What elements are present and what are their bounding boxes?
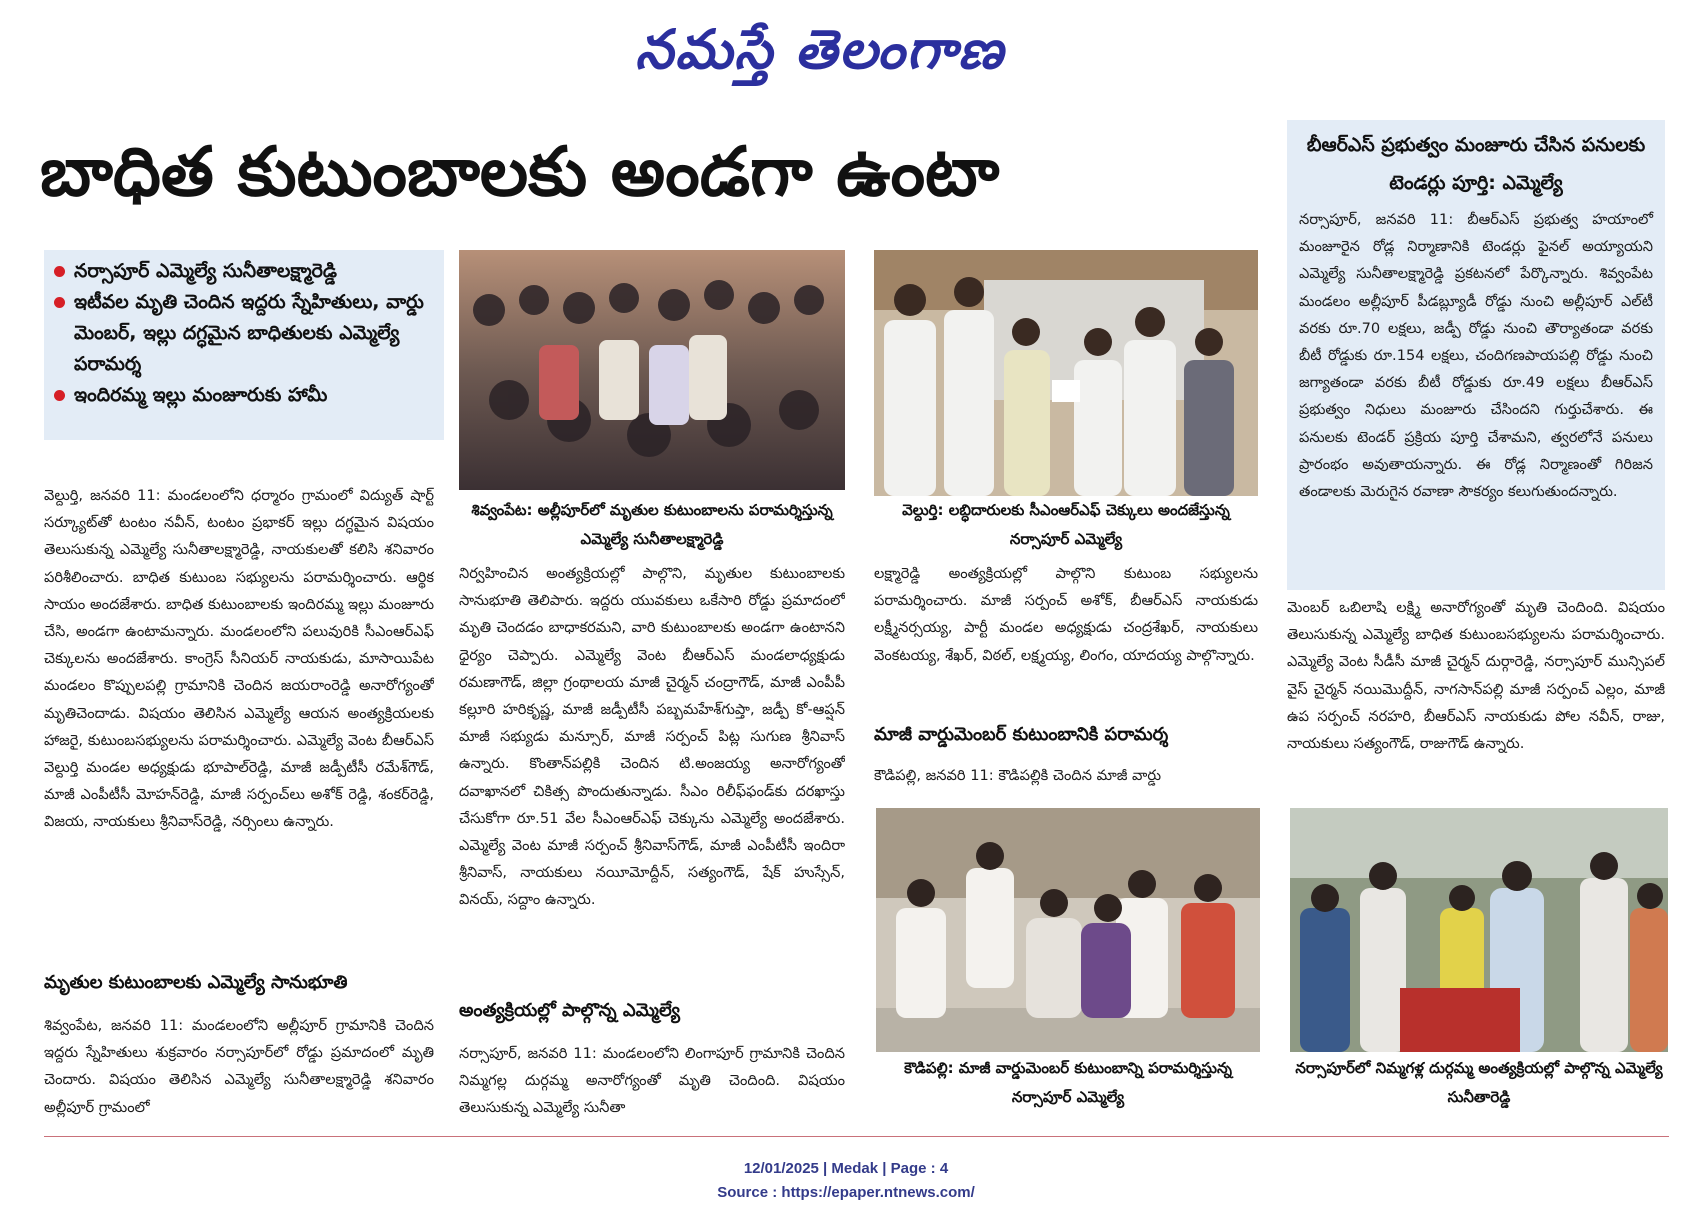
news-photo: [876, 808, 1260, 1052]
article-column-1: [44, 482, 434, 964]
subhead-ward-member: మాజీ వార్డుమెంబర్ కుటుంబానికి పరామర్శ: [874, 724, 1169, 745]
article-text: వెల్దుర్తి, జనవరి 11: మండలంలోని ధర్మారం గ్రామంలో విద్యుత్ షార్ట్ సర్క్యూట్‌తో టంటం నవీన్, టంటం ప్రభాకర్ ఇల్లు దగ్ధమైన విషయం తెలుసుకున్న ఎమ్మెల్యే సునీతాలక్ష్మారెడ్డి, నాయకులతో కలిసి శనివారం పరిశీలించారు. బాధిత కుటుంబ సభ్యులను పరామర్శించారు. ఆర్థిక సాయం అందజేశారు. బాధిత కుటుంబాలకు ఇందిరమ్మ ఇల్లు మంజూరు చేసి, అండగా ఉంటామన్నారు. మండలంలోని పలువురికి సీఎంఆర్ఎఫ్ చెక్కులను అందజేశారు. కాంగ్రెస్ సీనియర్ నాయకుడు, మాసాయిపేట మండలం కొప్పులపల్లి గ్రామానికి చెందిన జయరాంరెడ్డి అనారోగ్యంతో మృతిచెందాడు. విషయం తెలిసిన ఎమ్మెల్యే ఆయన అంత్యక్రియలకు హాజరై, కుటుంబసభ్యులను పరామర్శించారు. ఎమ్మెల్యే వెంట బీఆర్ఎస్ వెల్దుర్తి మండల అధ్యక్షుడు భూపాల్‌రెడ్డి, మాజీ జడ్పీటీసీ రమేశ్‌గౌడ్, మాజీ ఎంపీటీసీ మోహన్‌రెడ్డి, మాజీ సర్పంచ్‌లు అశోక్ రెడ్డి, శంకర్‌రెడ్డి, విజయ, నాయకులు శ్రీనివాస్‌రెడ్డి, నర్సింలు ఉన్నారు.: [44, 487, 434, 831]
sidebar-article-box: [1287, 120, 1665, 590]
bullet-icon: [54, 297, 65, 308]
photo-caption: వెల్దుర్తి: లబ్ధిదారులకు సీఎంఆర్ఎఫ్ చెక్కులు అందజేస్తున్న నర్సాపూర్ ఎమ్మెల్యే: [902, 501, 1230, 548]
news-photo: [459, 250, 845, 490]
highlight-item: ఇటీవల మృతి చెందిన ఇద్దరు స్నేహితులు, వార్డు మెంబర్, ఇల్లు దగ్ధమైన బాధితులకు ఎమ్మెల్యే పరామర్శ: [52, 287, 436, 380]
article-column-3b: [874, 762, 1258, 792]
article-text: శివ్వంపేట, జనవరి 11: మండలంలోని అల్లీపూర్ గ్రామానికి చెందిన ఇద్దరు స్నేహితులు శుక్రవారం నర్సాపూర్‌లో రోడ్డు ప్రమాదంలో మృతి చెందారు. విషయం తెలిసిన ఎమ్మెల్యే సునీతాలక్ష్మారెడ్డి శనివారం అల్లీపూర్ గ్రామంలో: [44, 1017, 434, 1116]
article-column-4: [1287, 594, 1665, 794]
highlight-item: ఇందిరమ్మ ఇల్లు మంజూరుకు హామీ: [52, 380, 436, 411]
article-text: నర్సాపూర్, జనవరి 11: మండలంలోని లింగాపూర్ గ్రామానికి చెందిన నిమ్మగల్ల దుర్గమ్మ అనారోగ్యంతో మృతి చెందింది. విషయం తెలుసుకున్న ఎమ్మెల్యే సునీతా: [459, 1045, 845, 1117]
photo-caption: నర్సాపూర్‌లో నిమ్మగళ్ల దుర్గమ్మ అంత్యక్రియల్లో పాల్గొన్న ఎమ్మెల్యే సునీతారెడ్డి: [1295, 1059, 1663, 1106]
footer-date-edition: 12/01/2025 | Medak | Page : 4: [743, 1160, 949, 1177]
article-column-1b: [44, 1012, 434, 1124]
news-photo: [874, 250, 1258, 496]
subhead-condolence: మృతుల కుటుంబాలకు ఎమ్మెల్యే సానుభూతి: [44, 972, 348, 993]
article-column-2: [459, 560, 845, 970]
highlight-item: నర్సాపూర్ ఎమ్మెల్యే సునీతాలక్ష్మారెడ్డి: [52, 256, 436, 287]
sidebar-text: నర్సాపూర్, జనవరి 11: బీఆర్ఎస్ ప్రభుత్వ హయాంలో మంజూరైన రోడ్ల నిర్మాణానికి టెండర్లు ఫైనల్ అయ్యాయని ఎమ్మెల్యే సునీతాలక్ష్మారెడ్డి ప్రకటనలో పేర్కొన్నారు. శివ్వంపేట మండలం అల్లీపూర్ పీడబ్ల్యూడీ రోడ్డు నుంచి అల్లీపూర్ ఎల్‌టీ వరకు రూ.70 లక్షలు, జడ్పీ రోడ్డు నుంచి తౌర్యాతండా వరకు బీటీ రోడ్డుకు రూ.154 లక్షలు, చందిగణపాయపల్లి రోడ్డు నుంచి జగ్యాతండా వరకు బీటీ రోడ్డుకు రూ.49 లక్షలు బీఆర్ఎస్ ప్రభుత్వం నిధులు మంజూరు చేసిందని గుర్తుచేశారు. ఈ పనులకు టెండర్ ప్రక్రియ పూర్తి చేశామని, త్వరలోనే పనులు ప్రారంభం అవుతాయన్నారు. ఈ రోడ్ల నిర్మాణంతో గిరిజన తండాలకు మెరుగైన రవాణా సౌకర్యం కలుగుతుందన్నారు.: [1299, 211, 1653, 501]
photo-ward-member-visit: [876, 808, 1260, 1052]
photo-caption: శివ్వంపేట: అల్లీపూర్‌లో మృతుల కుటుంబాలను పరామర్శిస్తున్న ఎమ్మెల్యే సునీతాలక్ష్మారెడ్డి: [471, 501, 833, 548]
article-column-2b: [459, 1040, 845, 1124]
photo-cheque-distribution: [874, 250, 1258, 496]
footer-source-link[interactable]: Source : https://epaper.ntnews.com/: [717, 1184, 975, 1201]
news-photo: [1290, 808, 1668, 1052]
highlights-box: [44, 250, 444, 440]
article-text: మెంబర్ ఒబిలాషి లక్ష్మి అనారోగ్యంతో మృతి చెందింది. విషయం తెలుసుకున్న ఎమ్మెల్యే బాధిత కుటుంబసభ్యులను పరామర్శించారు. ఎమ్మెల్యే వెంట సీడీసీ మాజీ చైర్మన్ దుర్గారెడ్డి, నర్సాపూర్ మున్సిపల్ వైస్ చైర్మన్ నయిమొద్దీన్, నాగసాన్‌పల్లి మాజీ సర్పంచ్ ఎల్లం, మాజీ ఉప సర్పంచ్ నరహరి, బీఆర్ఎస్ నాయకుడు పోల నవీన్, రాజు, నాయకులు సత్యంగౌడ్, రాజుగౌడ్ ఉన్నారు.: [1287, 599, 1665, 753]
headline: బాధిత కుటుంబాలకు అండగా ఉంటా: [40, 133, 1000, 212]
bullet-icon: [54, 266, 65, 277]
sidebar-headline: బీఆర్ఎస్ ప్రభుత్వం మంజూరు చేసిన పనులకు టెండర్లు పూర్తి: ఎమ్మెల్యే: [1306, 134, 1646, 194]
page-divider: [44, 1136, 1669, 1137]
photo-crowd-condolence: [459, 250, 845, 490]
article-text: లక్ష్మారెడ్డి అంత్యక్రియల్లో పాల్గొని కుటుంబ సభ్యులను పరామర్శించారు. మాజీ సర్పంచ్ అశోక్, బీఆర్ఎస్ నాయకుడు లక్ష్మీనర్సయ్య, పార్టీ మండల అధ్యక్షుడు చంద్రశేఖర్, నాయకులు వెంకటయ్య, శేఖర్, విఠల్, లక్ష్మయ్య, లింగం, యాదయ్య పాల్గొన్నారు.: [874, 565, 1258, 664]
masthead-logo: నమస్తే తెలంగాణ: [635, 18, 1005, 81]
article-column-3: [874, 560, 1258, 724]
article-text: కౌడిపల్లి, జనవరి 11: కౌడిపల్లికి చెందిన మాజీ వార్డు: [874, 767, 1162, 784]
article-text: నిర్వహించిన అంత్యక్రియల్లో పాల్గొని, మృతుల కుటుంబాలకు సానుభూతి తెలిపారు. ఇద్దరు యువకులు ఒకేసారి రోడ్డు ప్రమాదంలో మృతి చెందడం బాధాకరమని, వారి కుటుంబాలకు అండగా ఉంటానని ధైర్యం చెప్పారు. ఎమ్మెల్యే వెంట బీఆర్ఎస్ మండలాధ్యక్షుడు రమణాగౌడ్, జిల్లా గ్రంథాలయ మాజీ చైర్మన్ చంద్రాగౌడ్, మాజీ ఎంపీపీ కల్లూరి హరికృష్ణ, మాజీ జడ్పీటీసీ పబ్బమహేశ్‌గుప్తా, జడ్పీ కో-ఆప్షన్ మాజీ సభ్యుడు మన్సూర్, మాజీ సర్పంచ్ పిట్ల సుగుణ శ్రీనివాస్ ఉన్నారు. కొంతాన్‌పల్లికి చెందిన టి.అంజయ్య అనారోగ్యంతో దవాఖానలో చికిత్స పొందుతున్నాడు. సీఎం రిలీఫ్‌ఫండ్‌కు దరఖాస్తు చేసుకోగా రూ.51 వేల సీఎంఆర్ఎఫ్ చెక్కును ఎమ్మెల్యే అందజేశారు. ఎమ్మెల్యే వెంట మాజీ సర్పంచ్ శ్రీనివాస్‌గౌడ్, మాజీ ఎంపీటీసీ ఇందిరా శ్రీనివాస్, నాయకులు నయీమోద్దీన్, సత్యంగౌడ్, షేక్ హుస్సేన్, వినయ్, సద్దాం ఉన్నారు.: [459, 565, 845, 909]
photo-funeral-visit: [1290, 808, 1668, 1052]
photo-caption: కౌడిపల్లి: మాజీ వార్డుమెంబర్ కుటుంబాన్ని పరామర్శిస్తున్న నర్సాపూర్ ఎమ్మెల్యే: [904, 1059, 1232, 1106]
subhead-funeral: అంత్యక్రియల్లో పాల్గొన్న ఎమ్మెల్యే: [459, 1000, 680, 1021]
bullet-icon: [54, 390, 65, 401]
